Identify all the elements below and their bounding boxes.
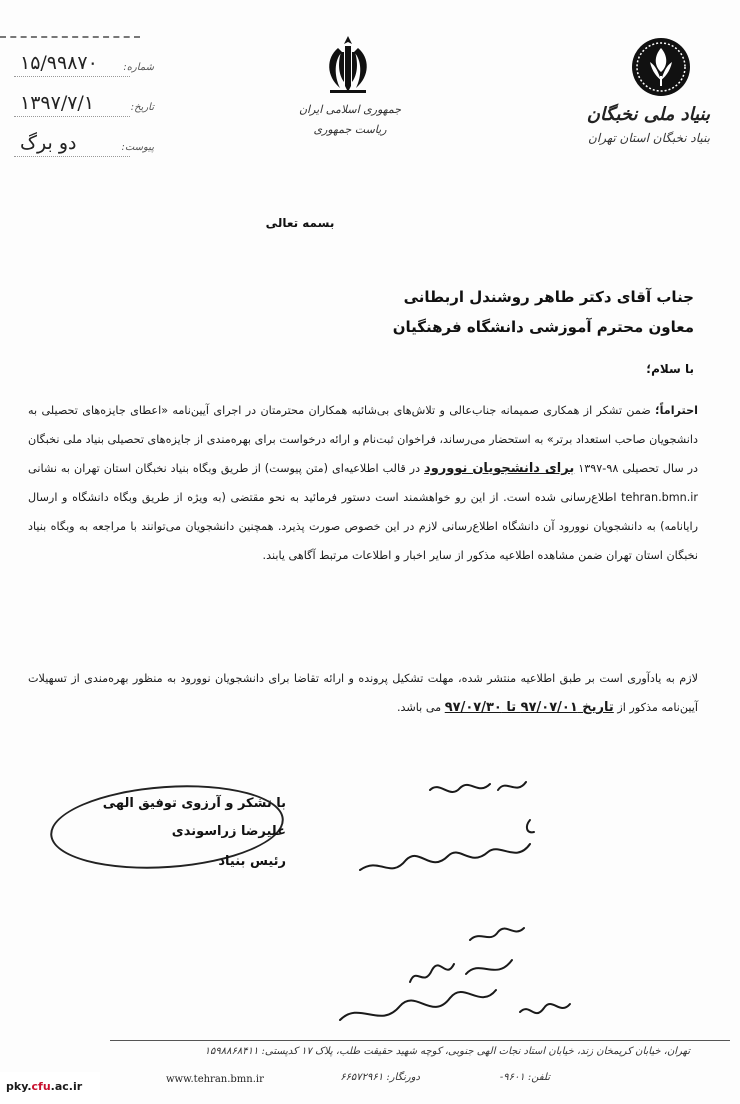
handwritten-annotation [320, 760, 640, 1050]
republic-line-1: جمهوری اسلامی ایران [298, 103, 402, 116]
watermark-text: pky.cfu.ac.ir [6, 1080, 83, 1093]
footer-website: www.tehran.bmn.ir [166, 1074, 264, 1085]
body-paragraph-1 [28, 396, 698, 570]
signer-name: علیرضا زراسوندی [171, 824, 286, 839]
letter-attachment-label: پیوست: [121, 142, 154, 153]
footer-phone: تلفن: ۹۶۰۱- [499, 1072, 550, 1083]
paragraph-2-text-b: می باشد. [396, 701, 445, 714]
letter-number-row [14, 52, 154, 82]
letter-attachment-value: دو برگ [20, 132, 77, 154]
letter-number-value: ۱۵/۹۹۸۷۰ [20, 52, 98, 74]
paragraph-1-text-a: ضمن تشکر از همکاری صمیمانه جناب‌عالی و تلاش‌های بی‌شائبه همکاران محترمتان در اجرای آیین‌نامه «اعطای جایزه‌های تحصیلی به دانشجویان صاحب استعداد برتر» به استحضار می‌رساند، فراخوان ثبت‌نام و ارائه درخواست برای بهره‌مندی از جایزه‌های تحصیلی بنیاد ملی نخبگان در سال تحصیلی ۹۸-۱۳۹۷ [28, 404, 698, 475]
paragraph-2-text-a: لازم به یادآوری است بر طبق اطلاعیه منتشر شده، مهلت تشکیل پرونده و ارائه تقاضا برای دانشجویان نوورود به منظور بهره‌مندی از تسهیلات آیین‌نامه مذکور از [28, 672, 698, 714]
paragraph-1-emphasis: برای دانشجویان نوورود [424, 461, 575, 476]
watermark [0, 1072, 100, 1104]
closing-line: با تشکر و آرزوی توفیق الهی [102, 796, 286, 811]
foundation-name: بنیاد ملی نخبگان [586, 104, 710, 125]
greeting: با سلام؛ [646, 362, 694, 376]
footer-fax: دورنگار: ۶۶۵۷۲۹۶۱ [340, 1072, 420, 1083]
foundation-logo-icon [630, 36, 692, 98]
perforation-line [0, 36, 140, 38]
national-emblem-icon [316, 32, 380, 96]
signature-block [50, 778, 300, 898]
footer-address: تهران، خیابان کریمخان زند، خیابان استاد نجات الهی جنوبی، کوچه شهید حقیقت طلب، پلاک ۱۷ کدپستی: ۱۵۹۸۸۶۸۴۱۱ [204, 1046, 690, 1057]
letter-number-label: شماره: [123, 62, 154, 73]
foundation-branch: بنیاد نخبگان استان تهران [588, 131, 710, 145]
paragraph-1-text-b: در قالب اطلاعیه‌ای (متن پیوست) از طریق وبگاه بنیاد نخبگان استان تهران به نشانی tehran.bmn.ir اطلاع‌رسانی شده است. از این رو خواهشمند است دستور فرمائید به نحو مقتضی (به ویژه از طریق وبگاه دانشگاه و ارسال رایانامه) به دانشجویان نوورود آن دانشگاه اطلاع‌رسانی لازم در این خصوص صورت پذیرد. همچنین دانشجویان می‌توانند با مراجعه به وبگاه بنیاد نخبگان استان تهران ضمن مشاهده اطلاعیه مذکور از سایر اخبار و اطلاعات مرتبط آگاهی یابند. [28, 462, 698, 562]
addressee-title: معاون محترم آموزشی دانشگاه فرهنگیان [392, 318, 694, 336]
bismillah: بسمه تعالی [265, 216, 335, 230]
letter-attachment-row [14, 132, 154, 162]
paragraph-2-emphasis: تاریخ ۹۷/۰۷/۰۱ تا ۹۷/۰۷/۳۰ [444, 700, 614, 715]
body-paragraph-2 [28, 664, 698, 722]
letter-date-value: ۱۳۹۷/۷/۱ [20, 92, 95, 114]
foundation-caption [560, 104, 710, 145]
letter-date-row [14, 92, 154, 122]
republic-caption [260, 100, 440, 140]
addressee-name: جناب آقای دکتر طاهر روشندل اربطانی [403, 288, 694, 306]
footer-divider [110, 1040, 730, 1041]
paragraph-1-lead: احتراماً؛ [655, 404, 698, 417]
republic-line-2: ریاست جمهوری [313, 123, 387, 136]
letter-date-label: تاریخ: [130, 102, 154, 113]
signer-title: رئیس بنیاد [218, 854, 286, 869]
